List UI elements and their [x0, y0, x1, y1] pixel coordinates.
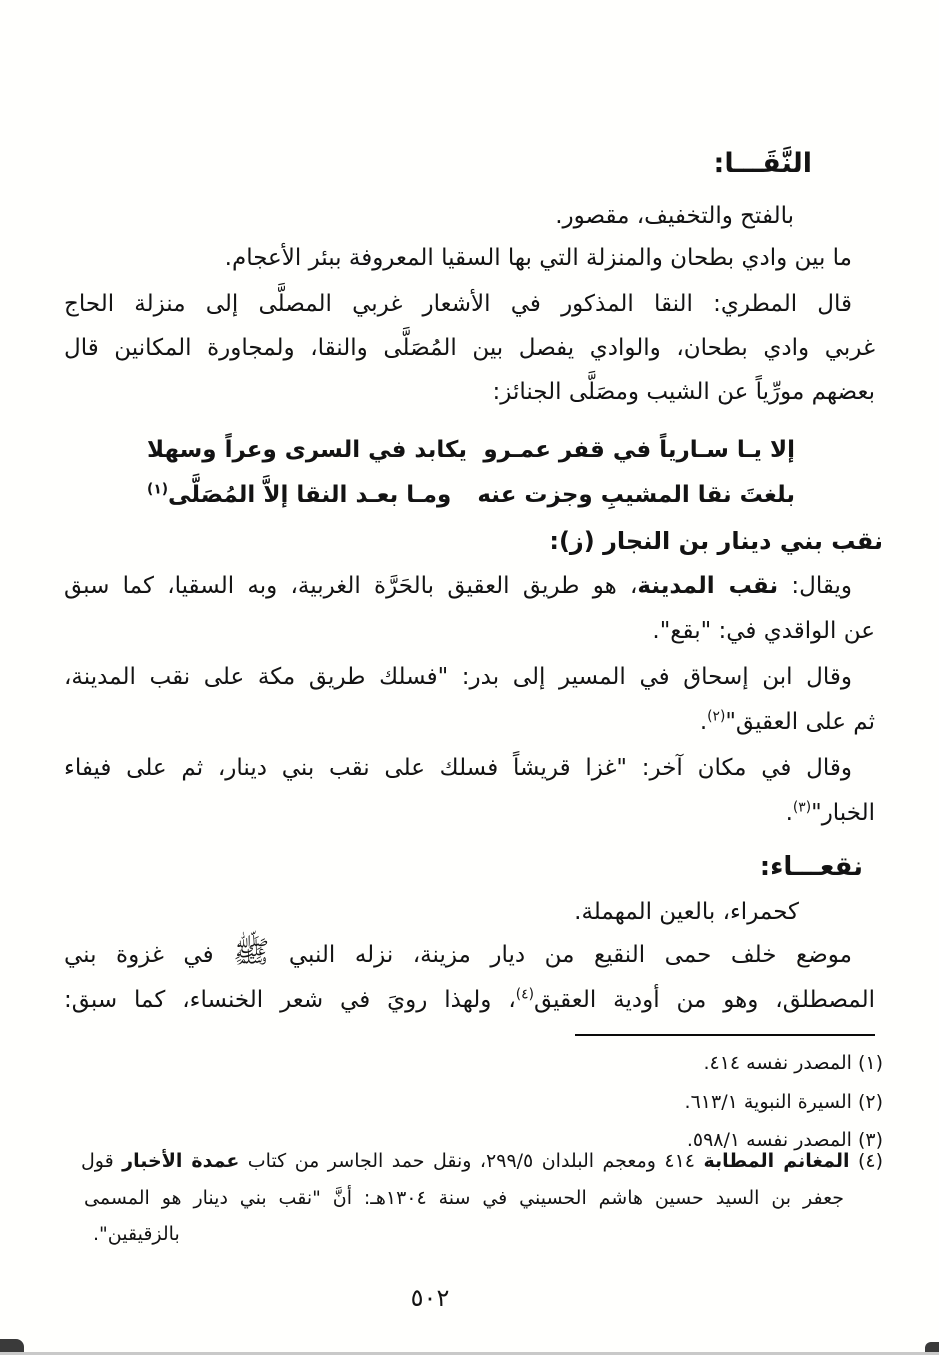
poem-verse-2 [147, 482, 795, 508]
footnote-marker-3: (٣) [792, 799, 812, 816]
footnote-4-line-2: جعفر بن السيد حسين هاشم الحسيني في سنة ١٣٠٤هـ: أنَّ "نقب بني دينار هو المسمى [84, 1187, 844, 1209]
footnote-4-line-1-end: قول [81, 1150, 123, 1172]
naqa-location-line: ما بين وادي بطحان والمنزلة التي بها السقيا المعروفة ببئر الأعجام. [224, 245, 852, 271]
footnote-4-line-1-mid: ٤١٤ ومعجم البلدان ٢٩٩/٥، ونقل حمد الجاسر من كتاب [239, 1150, 704, 1172]
entry-heading-naqaa: نقعـــاء: [759, 852, 863, 882]
poem-verse-2-right-hemistich: بلغتَ نقا المشيبِ وجزت عنه [477, 482, 795, 508]
ibn-ishaq-line-2-text: ثم على العقيق" [725, 709, 875, 735]
poem-verse-1-right-hemistich: إلا يـا سـارياً في قفر عمـرو [483, 437, 795, 463]
mawdi-line-2 [64, 985, 875, 1016]
pbuh-symbol: ﷺ [233, 935, 270, 970]
entry-heading-naqb-bani-dinar: نقب بني دينار بن النجار (ز): [549, 527, 883, 555]
ibn-ishaq-line-1: وقال ابن إسحاق في المسير إلى بدر: "فسلك طريق مكة على نقب المدينة، [64, 664, 852, 690]
makan-akhar-line-2 [786, 798, 875, 829]
matari-paragraph-line-1: قال المطري: النقا المذكور في الأشعار غربي المصلَّى إلى منزلة الحاج [64, 291, 852, 317]
yuqal-rest-text: ، هو طريق العقيق بالحَرَّة الغربية، وبه السقيا، كما سبق [64, 573, 638, 599]
footnote-3: (٣) المصدر نفسه ٥٩٨/١. [686, 1129, 883, 1151]
mawdi-line-1-post: في غزوة بني [64, 942, 234, 968]
makan-akhar-line-1: وقال في مكان آخر: "غزا قريشاً فسلك على نقب بني دينار، ثم على فيفاء [64, 755, 852, 781]
footnote-4-book-title-1: المغانم المطابة [703, 1150, 850, 1172]
yuqal-line-1 [64, 571, 852, 602]
footnote-marker-2: (٢) [707, 708, 726, 725]
yuqal-pre-text: ويقال: [778, 573, 853, 599]
footnote-4-line-3: بالزقيقين". [93, 1223, 180, 1245]
makan-akhar-line-2-period: . [785, 800, 793, 826]
footnote-1: (١) المصدر نفسه ٤١٤. [703, 1052, 883, 1074]
footnote-4-book-title-2: عمدة الأخبار [122, 1150, 240, 1172]
poem-verse-1 [147, 437, 795, 463]
footnote-marker-1: (١) [147, 481, 169, 498]
matari-paragraph-line-3: بعضهم مورِّياً عن الشيب ومصَلَّى الجنائز: [492, 379, 875, 405]
naqa-definition-line: بالفتح والتخفيف، مقصور. [555, 203, 794, 229]
footnote-4-number: (٤) [849, 1150, 884, 1172]
mawdi-line-1 [64, 935, 852, 971]
mawdi-line-2-pre: المصطلق، وهو من أودية العقيق [533, 987, 875, 1013]
mawdi-line-1-pre: موضع خلف حمى النقيع من ديار مزينة، نزله النبي [269, 942, 852, 968]
page-number: ٥٠٢ [410, 1284, 450, 1312]
naqaa-definition-line: كحمراء، بالعين المهملة. [574, 899, 799, 925]
footnote-separator [575, 1034, 875, 1036]
footnote-2: (٢) السيرة النبوية ٦١٣/١. [684, 1091, 883, 1113]
yuqal-bold-placename: نقب المدينة [637, 573, 779, 599]
footnote-4-line-1 [81, 1149, 883, 1175]
yuqal-line-2: عن الواقدي في: "بقع". [652, 618, 875, 644]
poem-verse-2-left-text: ومـا بعـد النقا إلاَّ المُصَلَّى [168, 482, 452, 508]
matari-paragraph-line-2: غربي وادي بطحان، والوادي يفصل بين المُصَلَّى والنقا، ولمجاورة المكانين قال [64, 335, 875, 361]
poem-verse-2-left-hemistich [147, 482, 451, 508]
entry-heading-naqa: النَّقَـــا: [713, 148, 812, 179]
poem-verse-1-left-hemistich: يكابد في السرى وعراً وسهلا [147, 437, 468, 463]
makan-akhar-line-2-text: الخبار" [811, 800, 875, 826]
ibn-ishaq-line-2 [700, 707, 875, 738]
ibn-ishaq-line-2-period: . [699, 709, 708, 735]
mawdi-line-2-post: ، ولهذا رويَ في شعر الخنساء، كما سبق: [64, 987, 516, 1013]
footnote-marker-4: (٤) [515, 986, 534, 1003]
